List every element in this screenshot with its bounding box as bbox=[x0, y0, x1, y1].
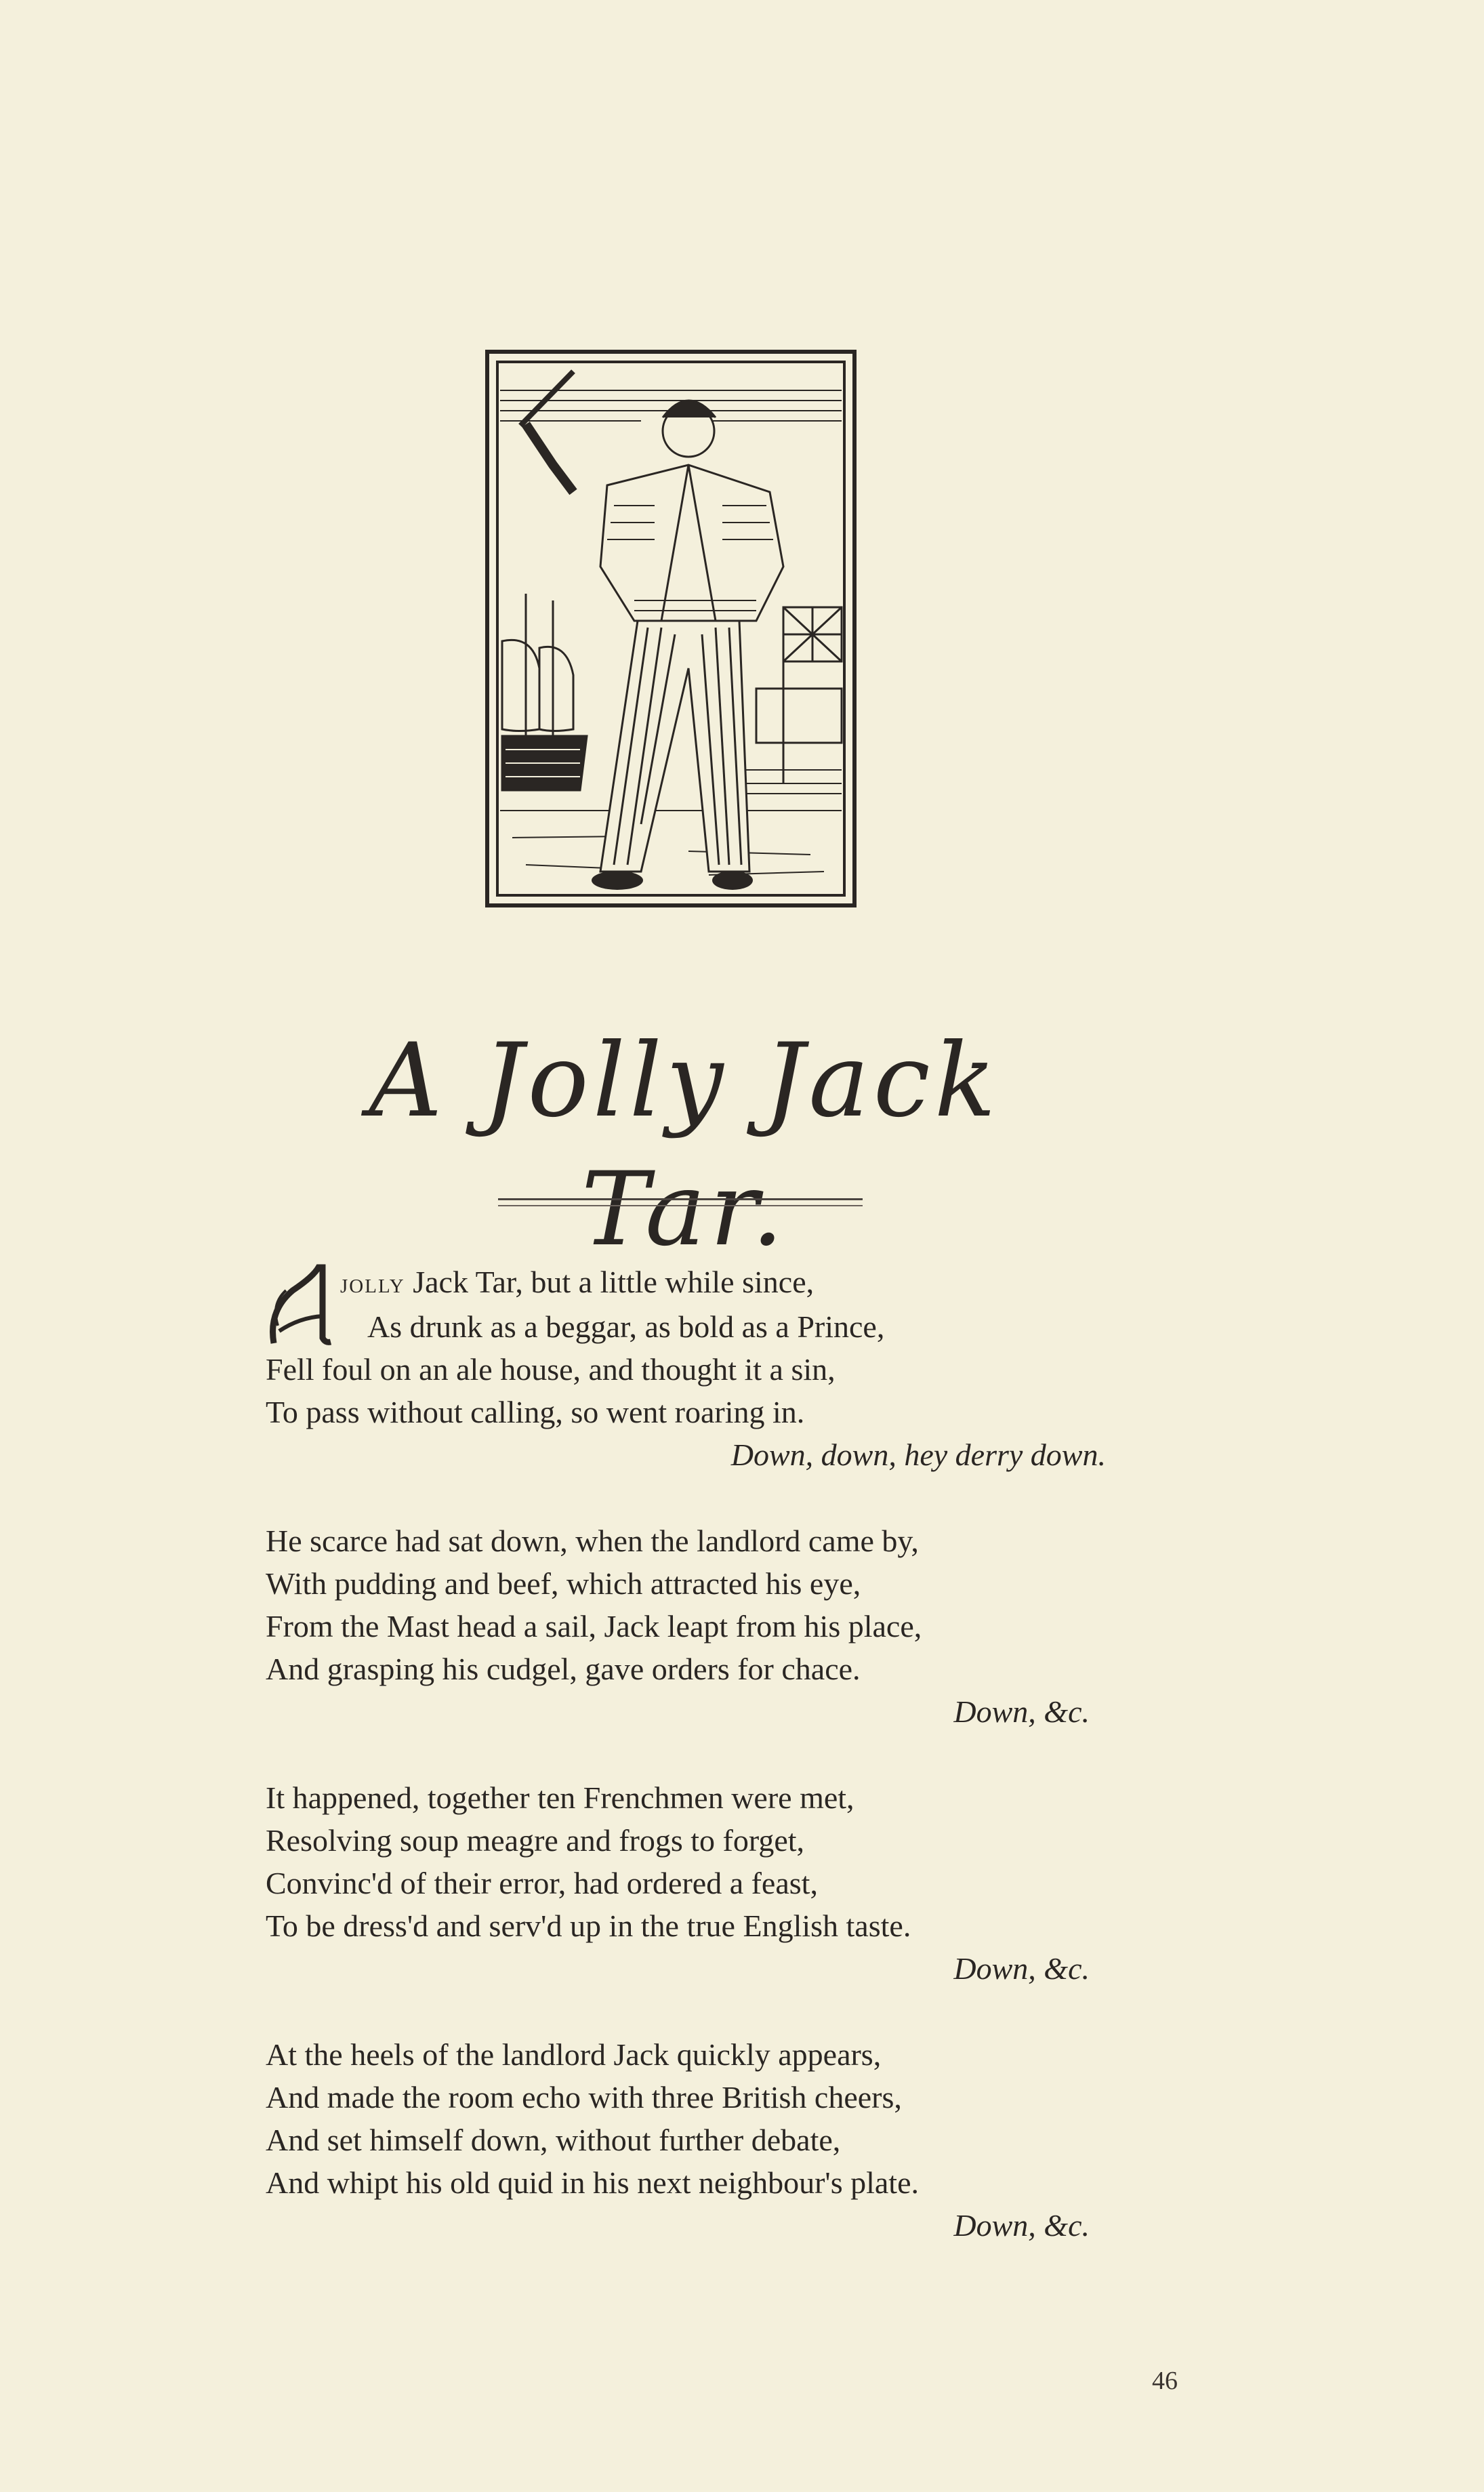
sailor-woodcut-illustration bbox=[485, 350, 857, 907]
poem-line: To pass without calling, so went roaring in. bbox=[266, 1395, 805, 1429]
poem-line: To be dress'd and serv'd up in the true English taste. bbox=[266, 1908, 911, 1943]
poem-line: Resolving soup meagre and frogs to forget, bbox=[266, 1823, 805, 1858]
page-number: 46 bbox=[1152, 2367, 1178, 2395]
poem-line: And grasping his cudgel, gave orders for chace. bbox=[266, 1652, 861, 1686]
poem-body bbox=[266, 1261, 1106, 2290]
refrain: Down, &c. bbox=[953, 2208, 1090, 2243]
poem-line: As drunk as a beggar, as bold as a Prince, bbox=[367, 1309, 885, 1344]
poem-line: And set himself down, without further debate, bbox=[266, 2123, 841, 2157]
poem-line: He scarce had sat down, when the landlord came by, bbox=[266, 1524, 919, 1558]
poem-line: Fell foul on an ale house, and thought it a sin, bbox=[266, 1352, 836, 1387]
refrain: Down, &c. bbox=[953, 1694, 1090, 1729]
stanza bbox=[266, 1776, 1106, 1990]
poem-line bbox=[266, 1261, 1106, 1305]
title-divider bbox=[498, 1198, 863, 1206]
poem-line: And made the room echo with three British cheers, bbox=[266, 2080, 902, 2115]
poem-line: With pudding and beef, which attracted his eye, bbox=[266, 1566, 861, 1601]
stanza bbox=[266, 2033, 1106, 2247]
first-word: jolly bbox=[340, 1268, 405, 1299]
stanza bbox=[266, 1261, 1106, 1476]
poem-line: It happened, together ten Frenchmen were met, bbox=[266, 1780, 854, 1815]
stanza bbox=[266, 1519, 1106, 1733]
poem-title: A Jolly Jack Tar. bbox=[369, 1022, 1000, 1269]
refrain: Down, down, hey derry down. bbox=[730, 1437, 1106, 1472]
poem-line: And whipt his old quid in his next neighbour's plate. bbox=[266, 2165, 920, 2200]
drop-cap-letter: A bbox=[294, 1328, 305, 1343]
drop-cap bbox=[266, 1263, 333, 1347]
refrain: Down, &c. bbox=[953, 1951, 1090, 1986]
line-text: Jack Tar, but a little while since, bbox=[413, 1265, 815, 1299]
poem-line: At the heels of the landlord Jack quickly appears, bbox=[266, 2037, 882, 2072]
poem-line: From the Mast head a sail, Jack leapt from his place, bbox=[266, 1609, 922, 1643]
poem-line: Convinc'd of their error, had ordered a feast, bbox=[266, 1866, 818, 1900]
